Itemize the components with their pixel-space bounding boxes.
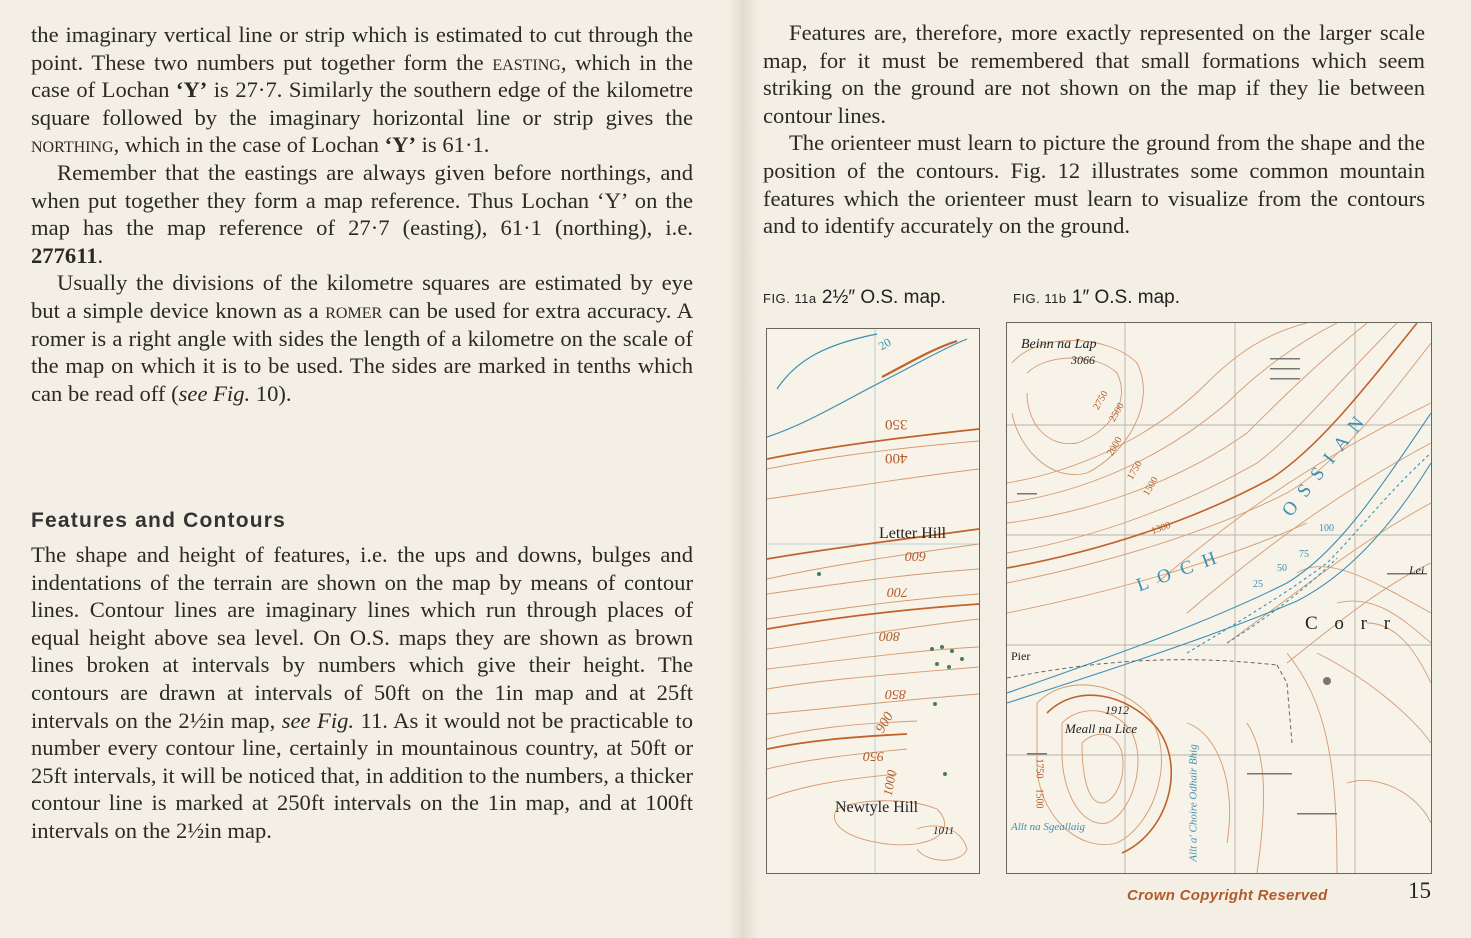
text-run: Usually the divisions of the kilometre squares are estimated by eye but a simple device known as a [31,270,693,323]
map-11a-label-600: 600 [905,548,926,563]
text-run: ‘Y’ [384,132,416,158]
map-11b-label-sgeallaig: Allt na Sgeallaig [1011,821,1085,833]
text-run: see Fig. [281,707,355,733]
map-11a-label-20: 20 [876,335,894,354]
map-11b-label-2000: 2000 [1105,435,1125,458]
paragraph-orienteer [763,129,1425,239]
paragraph-contour-lines [31,541,693,845]
map-11b-label-1500b: 1500 [1033,788,1045,809]
text-run: The orienteer must learn to picture the ground from the shape and the position of the contours. Fig. 12 illustrates some common mountain features which the orienteer must learn to visualize from the contours and to identify accurately on the ground. [763,130,1425,239]
map-11b-label-loch: L O C H [1133,546,1223,597]
map-11b-label-allt-choire: Allt a' Choire Odhair Bhig [1187,744,1200,862]
map-11b-label-25: 25 [1253,579,1263,590]
map-11b-label-2500: 2500 [1107,401,1127,424]
map-11a [766,328,980,874]
text-run: . [97,242,104,268]
map-11b-label-3066: 3066 [1071,353,1095,367]
copyright-notice: Crown Copyright Reserved [1127,887,1328,904]
text-run: is 61·1. [416,132,490,158]
map-11b-label-meall-na-lice: Meall na Lice [1065,721,1138,736]
page-spine-shadow [728,0,758,938]
map-11a-label-850: 850 [885,686,906,701]
map-11b-label-1300: 1300 [1149,519,1173,538]
map-11b-label-ossian: O S S I A N [1278,410,1371,521]
page-number: 15 [1408,878,1431,903]
text-run: can be used for extra accuracy. A romer is a right angle with sides the length of a kilometre on the scale of the map on which it is to be used. The sides are marked in tenths which can be read off ( [31,297,694,406]
text-run: Remember that the eastings are always given before northings, and when put together they form a map reference. Thus Lochan ‘Y’ on the map has the map reference of 27·7 (easting), 61·1 (northing), i.e. [31,159,693,241]
text-run: Features are, therefore, more exactly represented on the larger scale map, for it must be remembered that small formations which seem striking on the ground are not shown on the map if they lie between contour lines. [763,20,1425,128]
paragraph-map-reference [31,159,693,269]
right-column-text [763,19,1425,240]
map-11a-label-1011: 1011 [933,825,955,837]
map-11a-label-newtyle-hill: Newtyle Hill [835,799,919,816]
map-11b-label-1912: 1912 [1105,703,1129,717]
section-body [31,541,693,845]
section-heading: Features and Contours [31,509,287,532]
map-11a-label-350: 350 [885,416,908,432]
map-11a-label-800: 800 [879,628,900,643]
map-11b-label-50: 50 [1277,563,1287,574]
map-11a-label-700: 700 [887,584,908,599]
map-11b [1006,322,1432,874]
figure-11a-title: 2½″ O.S. map. [821,287,946,308]
text-run: easting [492,49,561,75]
text-run: is 27·7. Similarly the southern edge of the kilometre square followed by the imaginary horizontal line or strip gives the [31,77,693,130]
map-11b-label-lei: Lei [1409,563,1425,577]
map-11b-label-corr: C o r r [1305,613,1397,634]
text-run: 10). [250,380,292,406]
text-run: the imaginary vertical line or strip which is estimated to cut through the point. These two numbers put together form the [31,22,693,75]
text-run: 277611 [31,242,98,268]
figure-11b-label: FIG. 11b [1013,291,1067,306]
paragraph-romer [31,269,693,407]
figure-11a-caption [763,287,946,309]
text-run: see Fig. [178,380,251,406]
map-11a-label-950: 950 [863,748,884,763]
text-run: , which in the case of Lochan [113,132,385,158]
map-11b-label-1750: 1750 [1125,459,1145,482]
map-11a-label-letter-hill: Letter Hill [879,525,947,542]
map-11b-label-75: 75 [1299,549,1309,560]
paragraph-larger-scale [763,19,1425,129]
text-run: ‘Y’ [175,77,208,103]
map-11b-label-pier: Pier [1011,649,1031,663]
figure-11a-label: FIG. 11a [763,291,817,306]
map-11a-contours [767,329,979,873]
map-11b-label-beinn-na-lap: Beinn na Lap [1021,337,1097,352]
text-run: romer [325,297,383,323]
map-11b-label-1750b: 1750 [1033,758,1045,779]
map-11b-label-1500: 1500 [1141,475,1161,498]
map-11a-label-900: 900 [873,709,897,736]
figure-11b-caption [1013,287,1180,309]
paragraph-easting-northing [31,21,693,159]
map-11a-label-1000: 1000 [879,768,900,798]
left-column-text [31,21,693,407]
map-11b-label-2750: 2750 [1091,389,1111,412]
map-11b-label-100: 100 [1319,523,1334,534]
map-11b-contours [1007,323,1431,873]
map-11a-label-400: 400 [885,450,908,466]
text-run: northing [31,132,114,158]
text-run: , which in the case of Lochan [31,49,694,103]
text-run: The shape and height of features, i.e. the ups and downs, bulges and indentations of the terrain are shown on the map by means of contour lines. Contour lines are imaginary lines which run through places of equal height above sea level. On O.S. maps they are shown as brown lines broken at intervals by numbers which give their height. The contours are drawn at intervals of 50ft on the 1in map and at 25ft intervals on the 2½in map, [31,542,693,733]
text-run: 11. As it would not be practicable to number every contour line, certainly in mountainous country, at 50ft or 25ft intervals, it will be noticed that, in addition to the numbers, a thicker contour line is marked at 250ft intervals on the 1in map, and at 100ft intervals on the 2½in map. [31,707,693,843]
figure-11b-title: 1″ O.S. map. [1071,287,1181,308]
